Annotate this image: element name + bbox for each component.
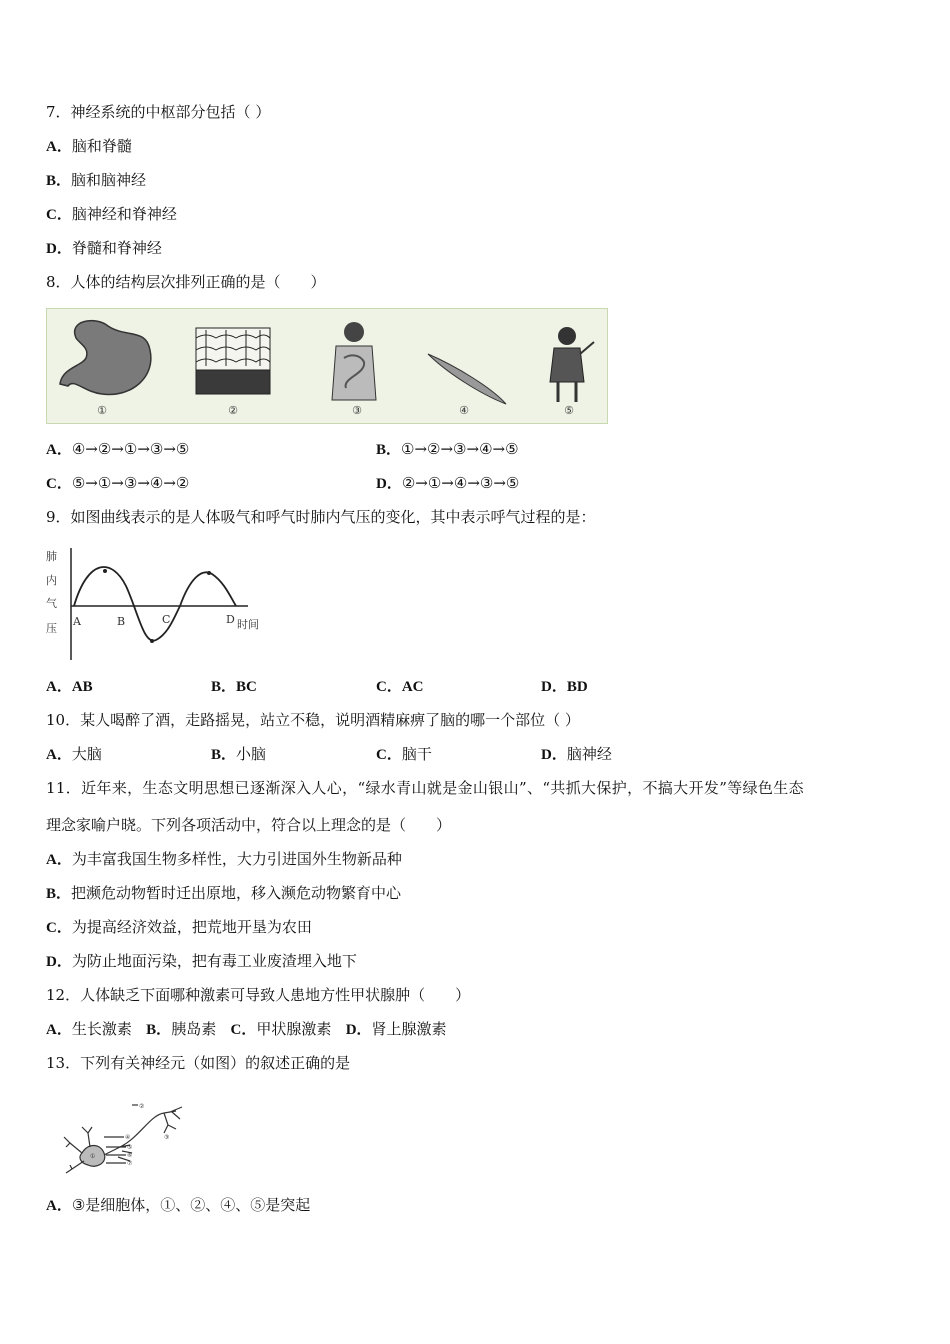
option-text: 胰岛素 — [171, 1020, 217, 1038]
q10-option-b — [211, 744, 266, 765]
q8-stem: 8．人体的结构层次排列正确的是（ ） — [46, 273, 326, 291]
option-text: 脑和脑神经 — [71, 171, 147, 189]
option-letter: D． — [345, 1022, 372, 1038]
option-text: 大脑 — [71, 745, 102, 763]
q12-options-row — [46, 1019, 447, 1040]
option-letter: C． — [46, 920, 72, 936]
option-text: 脑干 — [401, 745, 432, 763]
option-text: 为提高经济效益，把荒地开垦为农田 — [71, 918, 312, 936]
option-letter: C． — [46, 476, 72, 492]
option-text: BC — [236, 679, 257, 695]
q11-stem-line-2: 理念家喻户晓。下列各项活动中，符合以上理念的是（ ） — [46, 816, 452, 834]
point-label-b: B — [117, 615, 126, 628]
q9-stem: 9．如图曲线表示的是人体吸气和呼气时肺内气压的变化，其中表示呼气过程的是： — [46, 508, 596, 526]
option-letter: B． — [46, 886, 72, 902]
q9-option-c — [376, 676, 424, 697]
option-text: 为防止地面污染，把有毒工业废渣埋入地下 — [71, 952, 357, 970]
option-letter: D． — [46, 241, 72, 257]
point-label-d: D — [226, 613, 235, 626]
q12-stem: 12．人体缺乏下面哪种激素可导致人患地方性甲状腺肿（ ） — [46, 986, 471, 1004]
option-letter: A． — [46, 679, 72, 695]
q10-option-d — [541, 744, 612, 765]
option-letter: A． — [46, 747, 72, 763]
q8-options-row-2 — [46, 473, 846, 493]
q10-stem: 10．某人喝醉了酒，走路摇晃，站立不稳，说明酒精麻痹了脑的哪一个部位（ ） — [46, 711, 580, 729]
q11-option-c — [46, 917, 312, 938]
option-text: 脑神经 — [566, 745, 612, 763]
q8-option-d — [376, 473, 519, 494]
option-letter: A． — [46, 852, 72, 868]
option-text: ③是细胞体，①、②、④、⑤是突起 — [71, 1196, 311, 1214]
q9-option-b — [211, 676, 257, 697]
x-axis-label: 时间 — [237, 618, 259, 631]
q11-option-a — [46, 849, 402, 870]
q10-options-row — [46, 744, 846, 764]
option-letter: A． — [46, 1022, 72, 1038]
figure-label-4: ④ — [459, 404, 469, 417]
q9-options-row — [46, 676, 846, 696]
figure-label-5: ⑤ — [564, 404, 574, 417]
q12-option-d — [346, 1020, 447, 1038]
option-text: 脑和脊髓 — [71, 137, 132, 155]
option-letter: D． — [46, 954, 72, 970]
option-letter: B． — [211, 747, 237, 763]
q8-body-structure-figure — [46, 308, 608, 424]
option-text: 肾上腺激素 — [371, 1020, 447, 1038]
q10-option-c — [376, 744, 432, 765]
neuron-label-5: ⑤ — [127, 1144, 133, 1151]
option-text: 甲状腺激素 — [256, 1020, 332, 1038]
q12-option-c — [231, 1020, 332, 1038]
option-letter: B． — [146, 1022, 172, 1038]
q7-option-c — [46, 204, 177, 225]
q8-option-c — [46, 473, 189, 494]
option-text: ②→①→④→③→⑤ — [401, 474, 520, 492]
q7-option-d — [46, 238, 162, 259]
neuron-label-4: ④ — [125, 1134, 131, 1141]
option-letter: B． — [376, 442, 402, 458]
option-letter: C． — [230, 1022, 257, 1038]
neuron-label-7: ⑦ — [127, 1160, 133, 1167]
q12-option-b — [146, 1020, 216, 1038]
option-text: ⑤→①→③→④→② — [71, 474, 190, 492]
q7-stem: 7．神经系统的中枢部分包括（ ） — [46, 103, 271, 121]
option-letter: B． — [211, 679, 237, 695]
option-letter: D． — [376, 476, 402, 492]
option-text: ①→②→③→④→⑤ — [401, 440, 519, 458]
q8-option-a — [46, 439, 189, 460]
option-letter: A． — [46, 1198, 72, 1214]
q11-option-d — [46, 951, 357, 972]
neuron-label-2: ② — [139, 1103, 145, 1110]
q13-stem: 13．下列有关神经元（如图）的叙述正确的是 — [46, 1054, 351, 1072]
q7-option-b — [46, 170, 146, 191]
neuron-label-3: ③ — [164, 1134, 170, 1141]
q10-option-a — [46, 744, 102, 765]
figure-label-1: ① — [97, 404, 107, 417]
option-text: 脑神经和脊神经 — [71, 205, 177, 223]
q8-options-row-1 — [46, 439, 846, 459]
y-axis-char-4: 压 — [46, 622, 57, 635]
option-text: BD — [566, 679, 588, 695]
option-text: 把濒危动物暂时迁出原地，移入濒危动物繁育中心 — [71, 884, 402, 902]
q8-option-b — [376, 439, 519, 460]
option-letter: D． — [541, 747, 567, 763]
neuron-label-1: ① — [90, 1153, 96, 1160]
option-letter: D． — [541, 679, 567, 695]
option-text: 为丰富我国生物多样性，大力引进国外生物新品种 — [71, 850, 402, 868]
q13-option-a — [46, 1195, 310, 1216]
figure-label-2: ② — [228, 404, 238, 417]
q7-option-a — [46, 136, 132, 157]
option-letter: C． — [376, 679, 402, 695]
option-text: AB — [71, 679, 93, 695]
y-axis-char-3: 气 — [46, 597, 57, 610]
pressure-curve — [74, 567, 236, 641]
q11-stem-line-1: 11．近年来，生态文明思想已逐渐深入人心，“绿水青山就是金山银山”、“共抓大保护，不搞大开发”等绿色生态 — [46, 779, 804, 797]
q11-option-b — [46, 883, 401, 904]
y-axis-char-1: 肺 — [46, 550, 57, 563]
option-letter: C． — [46, 207, 72, 223]
option-letter: A． — [46, 139, 72, 155]
tissue-image — [196, 328, 270, 394]
q9-option-d — [541, 676, 588, 697]
q9-option-a — [46, 676, 93, 697]
option-letter: C． — [376, 747, 402, 763]
q13-neuron-figure — [60, 1103, 190, 1175]
option-text: 小脑 — [236, 745, 267, 763]
point-label-c: C — [162, 613, 171, 626]
option-letter: B． — [46, 173, 72, 189]
y-axis-char-2: 内 — [46, 574, 57, 587]
q9-pressure-curve-figure — [40, 544, 274, 664]
option-text: ④→②→①→③→⑤ — [71, 440, 190, 458]
neuron-label-6: ⑥ — [127, 1152, 133, 1159]
point-label-a: A — [73, 615, 81, 628]
option-letter: A． — [46, 442, 72, 458]
q12-option-a — [46, 1020, 132, 1038]
option-text: AC — [401, 679, 424, 695]
figure-label-3: ③ — [352, 404, 362, 417]
option-text: 脊髓和脊神经 — [71, 239, 162, 257]
option-text: 生长激素 — [71, 1020, 132, 1038]
